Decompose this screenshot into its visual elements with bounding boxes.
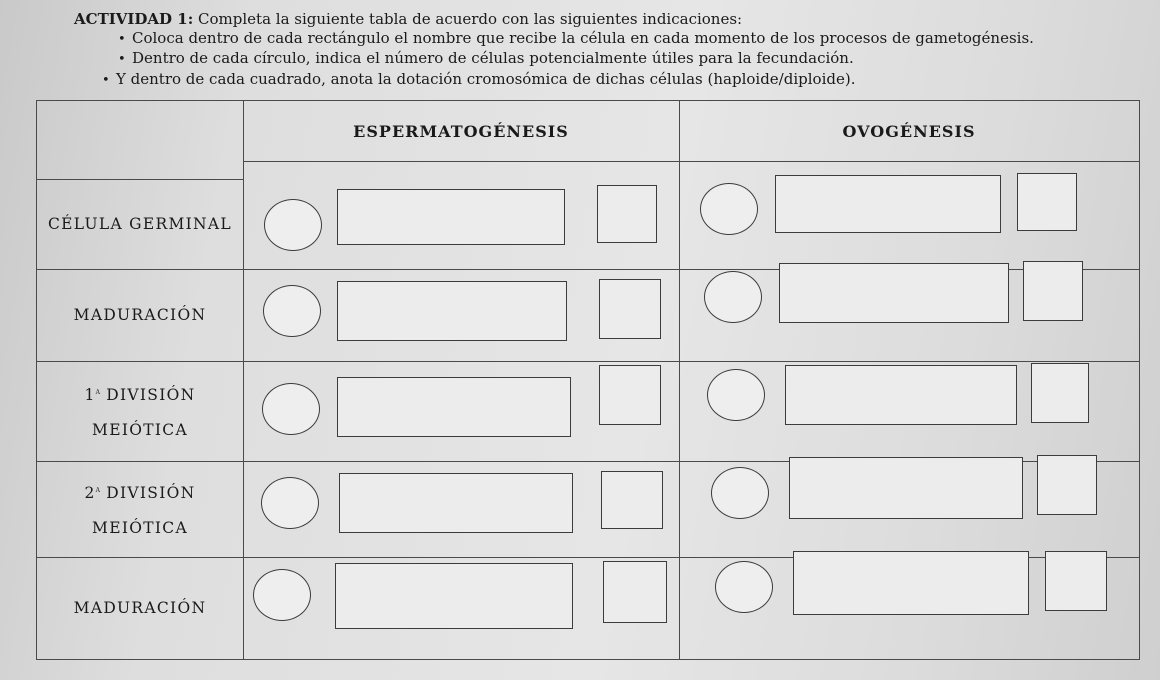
bullet-icon: • (118, 52, 126, 67)
cell-name-rectangle[interactable] (337, 377, 571, 437)
activity-title-text: Completa la siguiente tabla de acuerdo con las siguientes indicaciones: (193, 10, 743, 28)
instruction-text: Y dentro de cada cuadrado, anota la dotación cromosómica de dichas células (haploide/diploide). (116, 69, 856, 88)
chromosome-square[interactable] (1031, 363, 1089, 423)
cell-name-rectangle[interactable] (785, 365, 1017, 425)
process-column-divider (679, 101, 680, 659)
cell-name-rectangle[interactable] (789, 457, 1023, 519)
cell-count-circle[interactable] (715, 561, 773, 613)
row-label-line1 (84, 375, 195, 412)
cell-count-circle[interactable] (704, 271, 762, 323)
label-column-divider (243, 101, 244, 659)
chromosome-square[interactable] (1023, 261, 1083, 321)
chromosome-square[interactable] (599, 279, 661, 339)
row-label-text: MADURACIÓN (73, 306, 207, 324)
row-label-line2: MEIÓTICA (92, 518, 188, 537)
cell-name-rectangle[interactable] (793, 551, 1029, 615)
row-label-text: CÉLULA GERMINAL (47, 215, 232, 233)
row-label-line1 (84, 473, 195, 510)
activity-title-bold: ACTIVIDAD 1: (74, 10, 194, 28)
instruction-item (102, 70, 1134, 91)
row-label-text: DIVISIÓN (100, 484, 196, 503)
column-header-spermatogenesis: ESPERMATOGÉNESIS (353, 121, 569, 141)
bullet-icon: • (118, 31, 126, 47)
chromosome-square[interactable] (603, 561, 667, 623)
chromosome-square[interactable] (1045, 551, 1107, 611)
cell-count-circle[interactable] (261, 477, 319, 529)
activity-title (74, 10, 1134, 29)
bullet-icon: • (102, 72, 110, 88)
instruction-item (118, 29, 1134, 50)
ordinal-suffix: a (95, 485, 100, 496)
row-label-first-meiotic-division (37, 361, 243, 461)
chromosome-square[interactable] (1037, 455, 1097, 515)
cell-name-rectangle[interactable] (775, 175, 1001, 233)
instruction-text: Coloca dentro de cada rectángulo el nombre que recibe la célula en cada momento de los procesos de gametogénesis. (132, 28, 1034, 47)
instruction-item (118, 49, 1134, 70)
cell-count-circle[interactable] (700, 183, 758, 235)
cell-name-rectangle[interactable] (339, 473, 573, 533)
row-label-second-meiotic-division (37, 461, 243, 557)
chromosome-square[interactable] (1017, 173, 1077, 231)
row-label-text: DIVISIÓN (100, 386, 196, 405)
ordinal-suffix: a (95, 387, 100, 398)
cell-count-circle[interactable] (262, 383, 320, 435)
header-divider (243, 161, 1139, 162)
cell-name-rectangle[interactable] (335, 563, 573, 629)
instruction-text: Dentro de cada círculo, indica el número de células potencialmente útiles para la fecundación. (132, 49, 854, 67)
cell-name-rectangle[interactable] (779, 263, 1009, 323)
cell-count-circle[interactable] (263, 285, 321, 337)
cell-count-circle[interactable] (707, 369, 765, 421)
chromosome-square[interactable] (599, 365, 661, 425)
instruction-list (74, 29, 1134, 91)
cell-count-circle[interactable] (711, 467, 769, 519)
ordinal-number: 1 (84, 386, 96, 405)
cell-name-rectangle[interactable] (337, 189, 565, 245)
row-label-text: MADURACIÓN (73, 599, 207, 617)
cell-count-circle[interactable] (264, 199, 322, 251)
row-label-line2: MEIÓTICA (92, 420, 188, 439)
row-label-maturation-final (37, 557, 243, 659)
chromosome-square[interactable] (601, 471, 663, 529)
instructions-block (74, 10, 1134, 90)
gametogenesis-table (36, 100, 1140, 660)
ordinal-number: 2 (84, 484, 96, 503)
cell-name-rectangle[interactable] (337, 281, 567, 341)
cell-count-circle[interactable] (253, 569, 311, 621)
chromosome-square[interactable] (597, 185, 657, 243)
column-header-oogenesis: OVOGÉNESIS (842, 121, 976, 141)
row-label-maturation (37, 269, 243, 361)
row-label-germ-cell (37, 179, 243, 269)
